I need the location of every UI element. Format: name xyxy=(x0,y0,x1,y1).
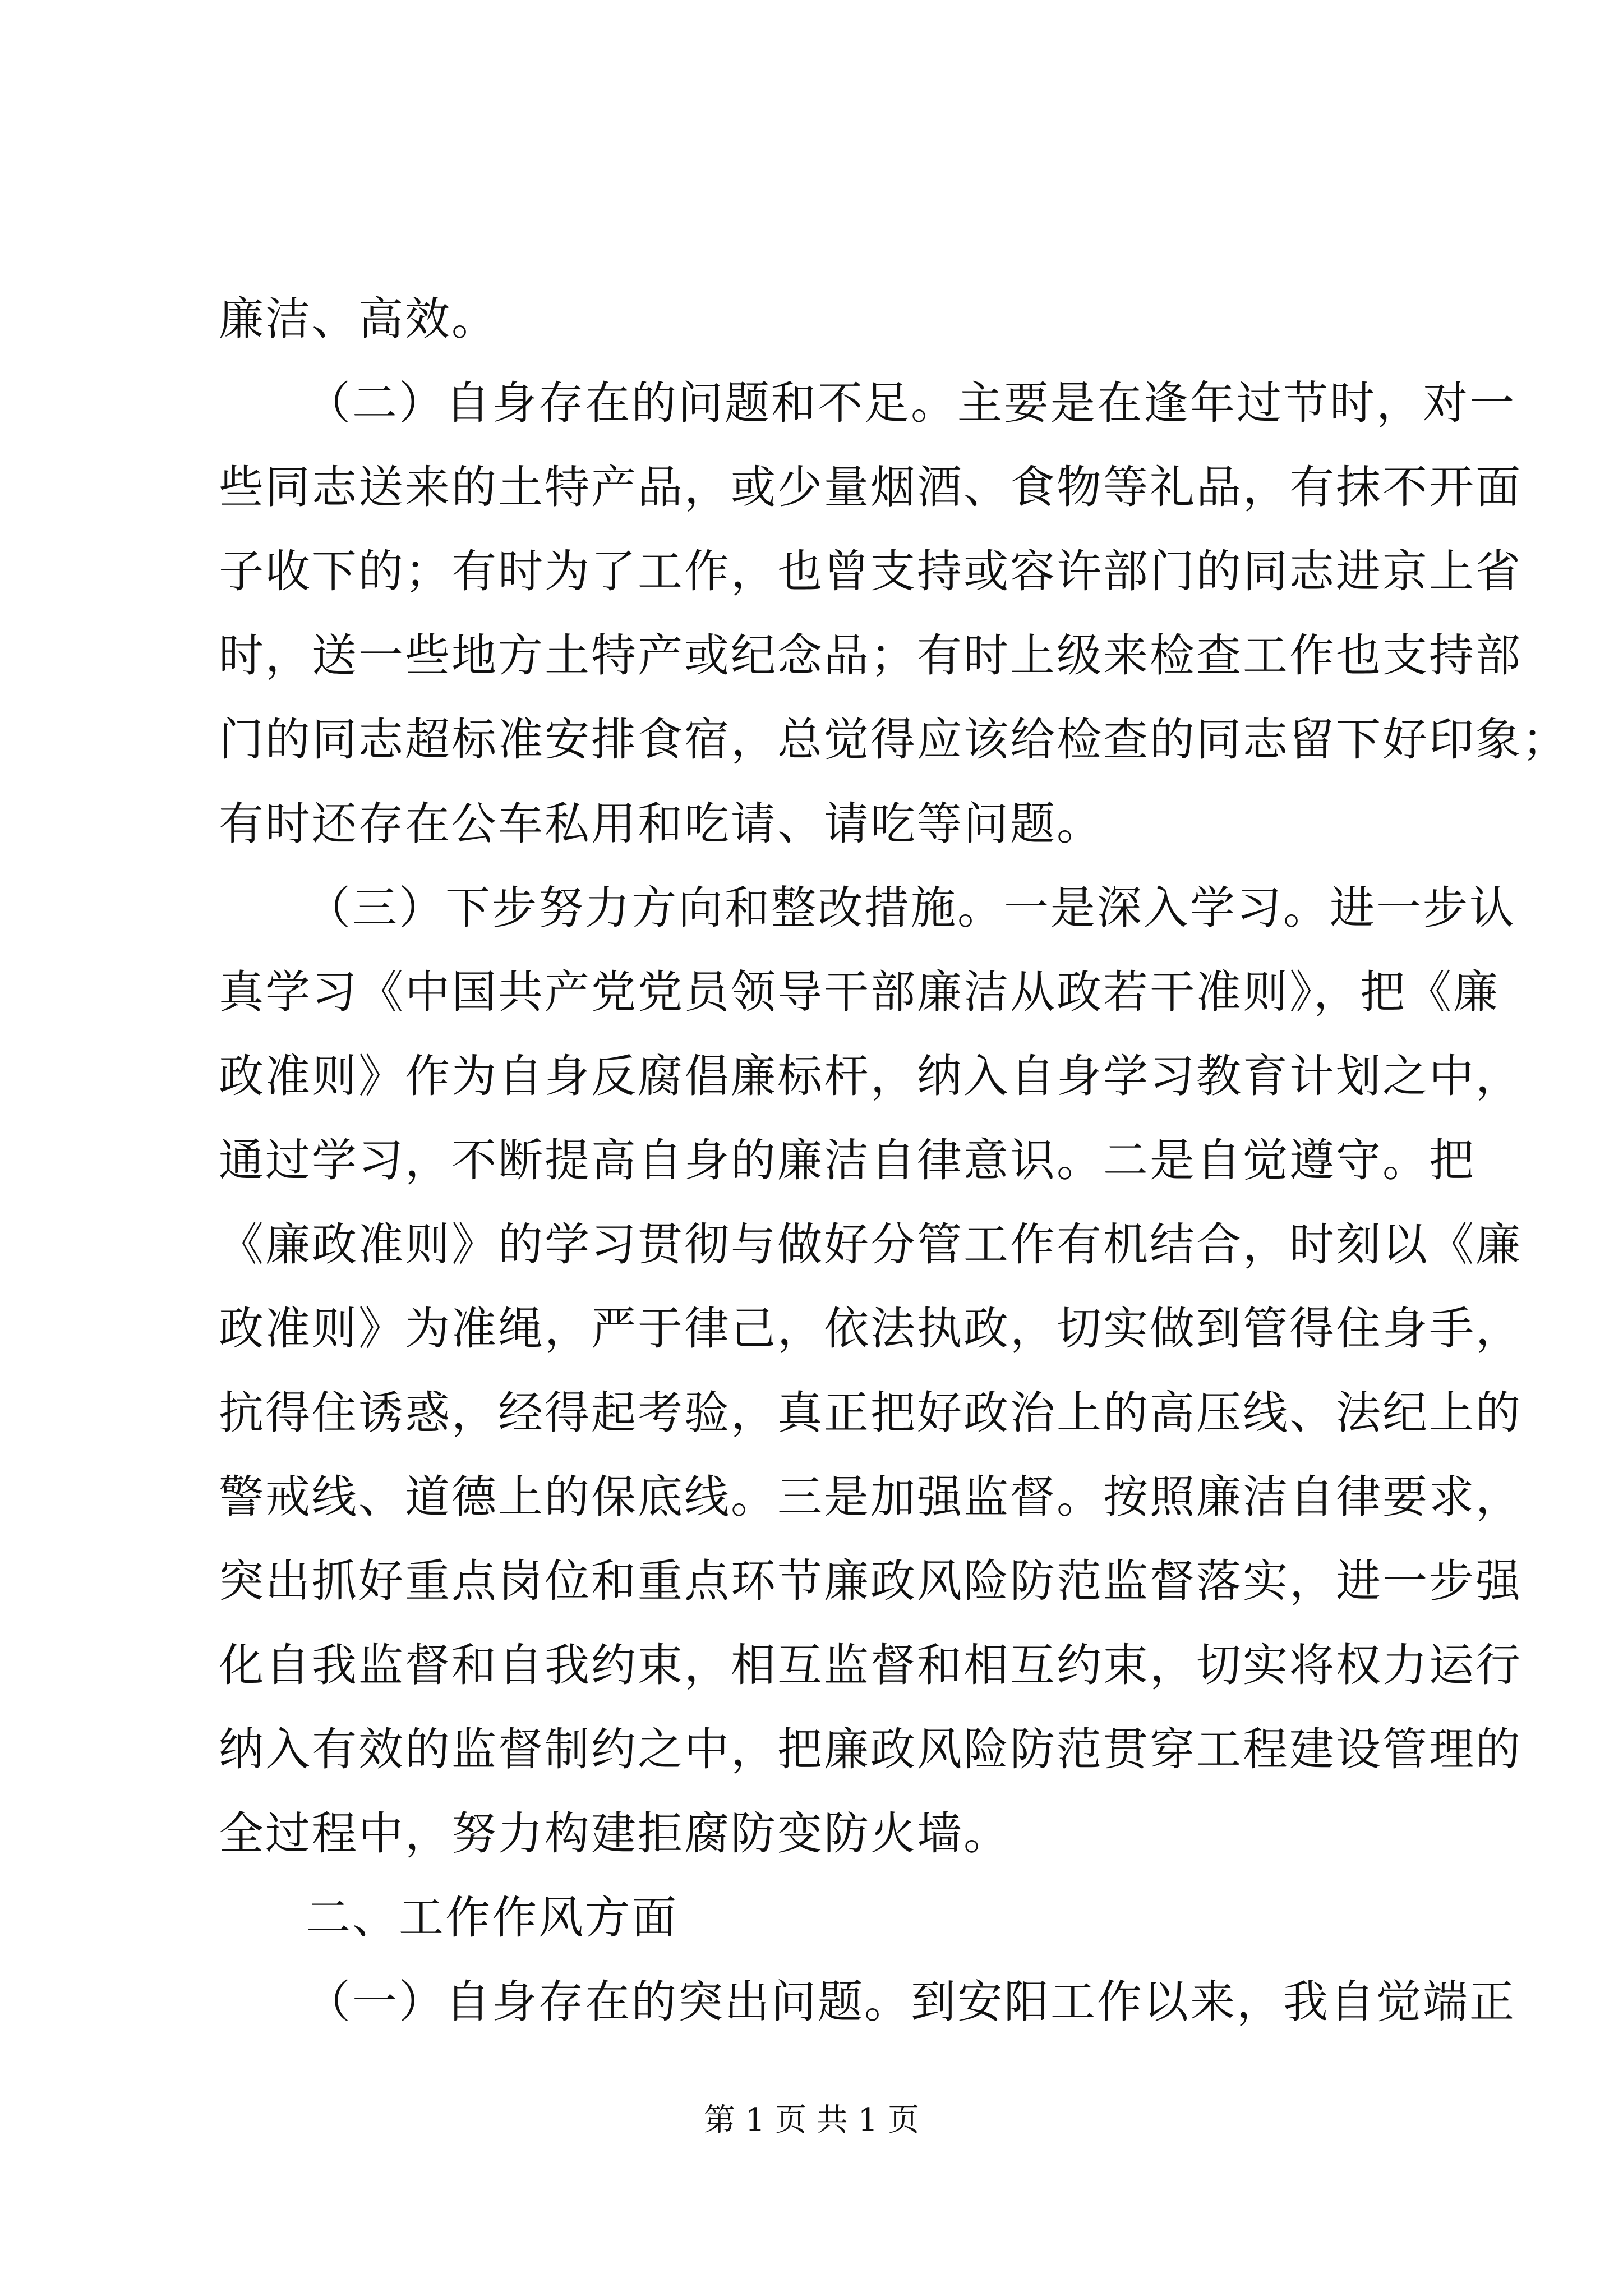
text-line: 政准则》为准绳，严于律己，依法执政，切实做到管得住身手， xyxy=(219,1303,1522,1355)
text-line: 突出抓好重点岗位和重点环节廉政风险防范监督落实，进一步强 xyxy=(219,1555,1522,1607)
page-footer: 第 1 页 共 1 页 xyxy=(703,2102,920,2138)
text-line: 时，送一些地方土特产或纪念品；有时上级来检查工作也支持部 xyxy=(219,629,1522,682)
text-line: 廉洁、高效。 xyxy=(219,293,498,345)
text-line: 全过程中，努力构建拒腐防变防火墙。 xyxy=(219,1807,1010,1860)
text-line: 警戒线、道德上的保底线。三是加强监督。按照廉洁自律要求， xyxy=(219,1471,1522,1523)
text-line: 真学习《中国共产党党员领导干部廉洁从政若干准则》，把《廉 xyxy=(219,966,1500,1018)
text-line: 些同志送来的土特产品，或少量烟酒、食物等礼品，有抹不开面 xyxy=(219,461,1522,513)
paragraph-2-heading-line: （二）自身存在的问题和不足。主要是在逢年过节时，对一 xyxy=(306,377,1516,429)
text-line: 《廉政准则》的学习贯彻与做好分管工作有机结合，时刻以《廉 xyxy=(219,1218,1522,1271)
text-line: 纳入有效的监督制约之中，把廉政风险防范贯穿工程建设管理的 xyxy=(219,1723,1522,1775)
paragraph-3-heading-line: （三）下步努力方向和整改措施。一是深入学习。进一步认 xyxy=(306,882,1516,934)
text-line: 政准则》作为自身反腐倡廉标杆，纳入自身学习教育计划之中， xyxy=(219,1050,1522,1102)
text-line: 门的同志超标准安排食宿，总觉得应该给检查的同志留下好印象； xyxy=(219,714,1569,766)
subsection-heading-line: （一）自身存在的突出问题。到安阳工作以来，我自觉端正 xyxy=(306,1976,1516,2028)
text-line: 抗得住诱惑，经得起考验，真正把好政治上的高压线、法纪上的 xyxy=(219,1387,1522,1439)
text-line: 化自我监督和自我约束，相互监督和相互约束，切实将权力运行 xyxy=(219,1639,1522,1691)
section-heading: 二、工作作风方面 xyxy=(306,1892,678,1944)
text-line: 通过学习，不断提高自身的廉洁自律意识。二是自觉遵守。把 xyxy=(219,1134,1476,1186)
text-line: 子收下的；有时为了工作，也曾支持或容许部门的同志进京上省 xyxy=(219,545,1522,597)
text-line: 有时还存在公车私用和吃请、请吃等问题。 xyxy=(219,798,1103,850)
